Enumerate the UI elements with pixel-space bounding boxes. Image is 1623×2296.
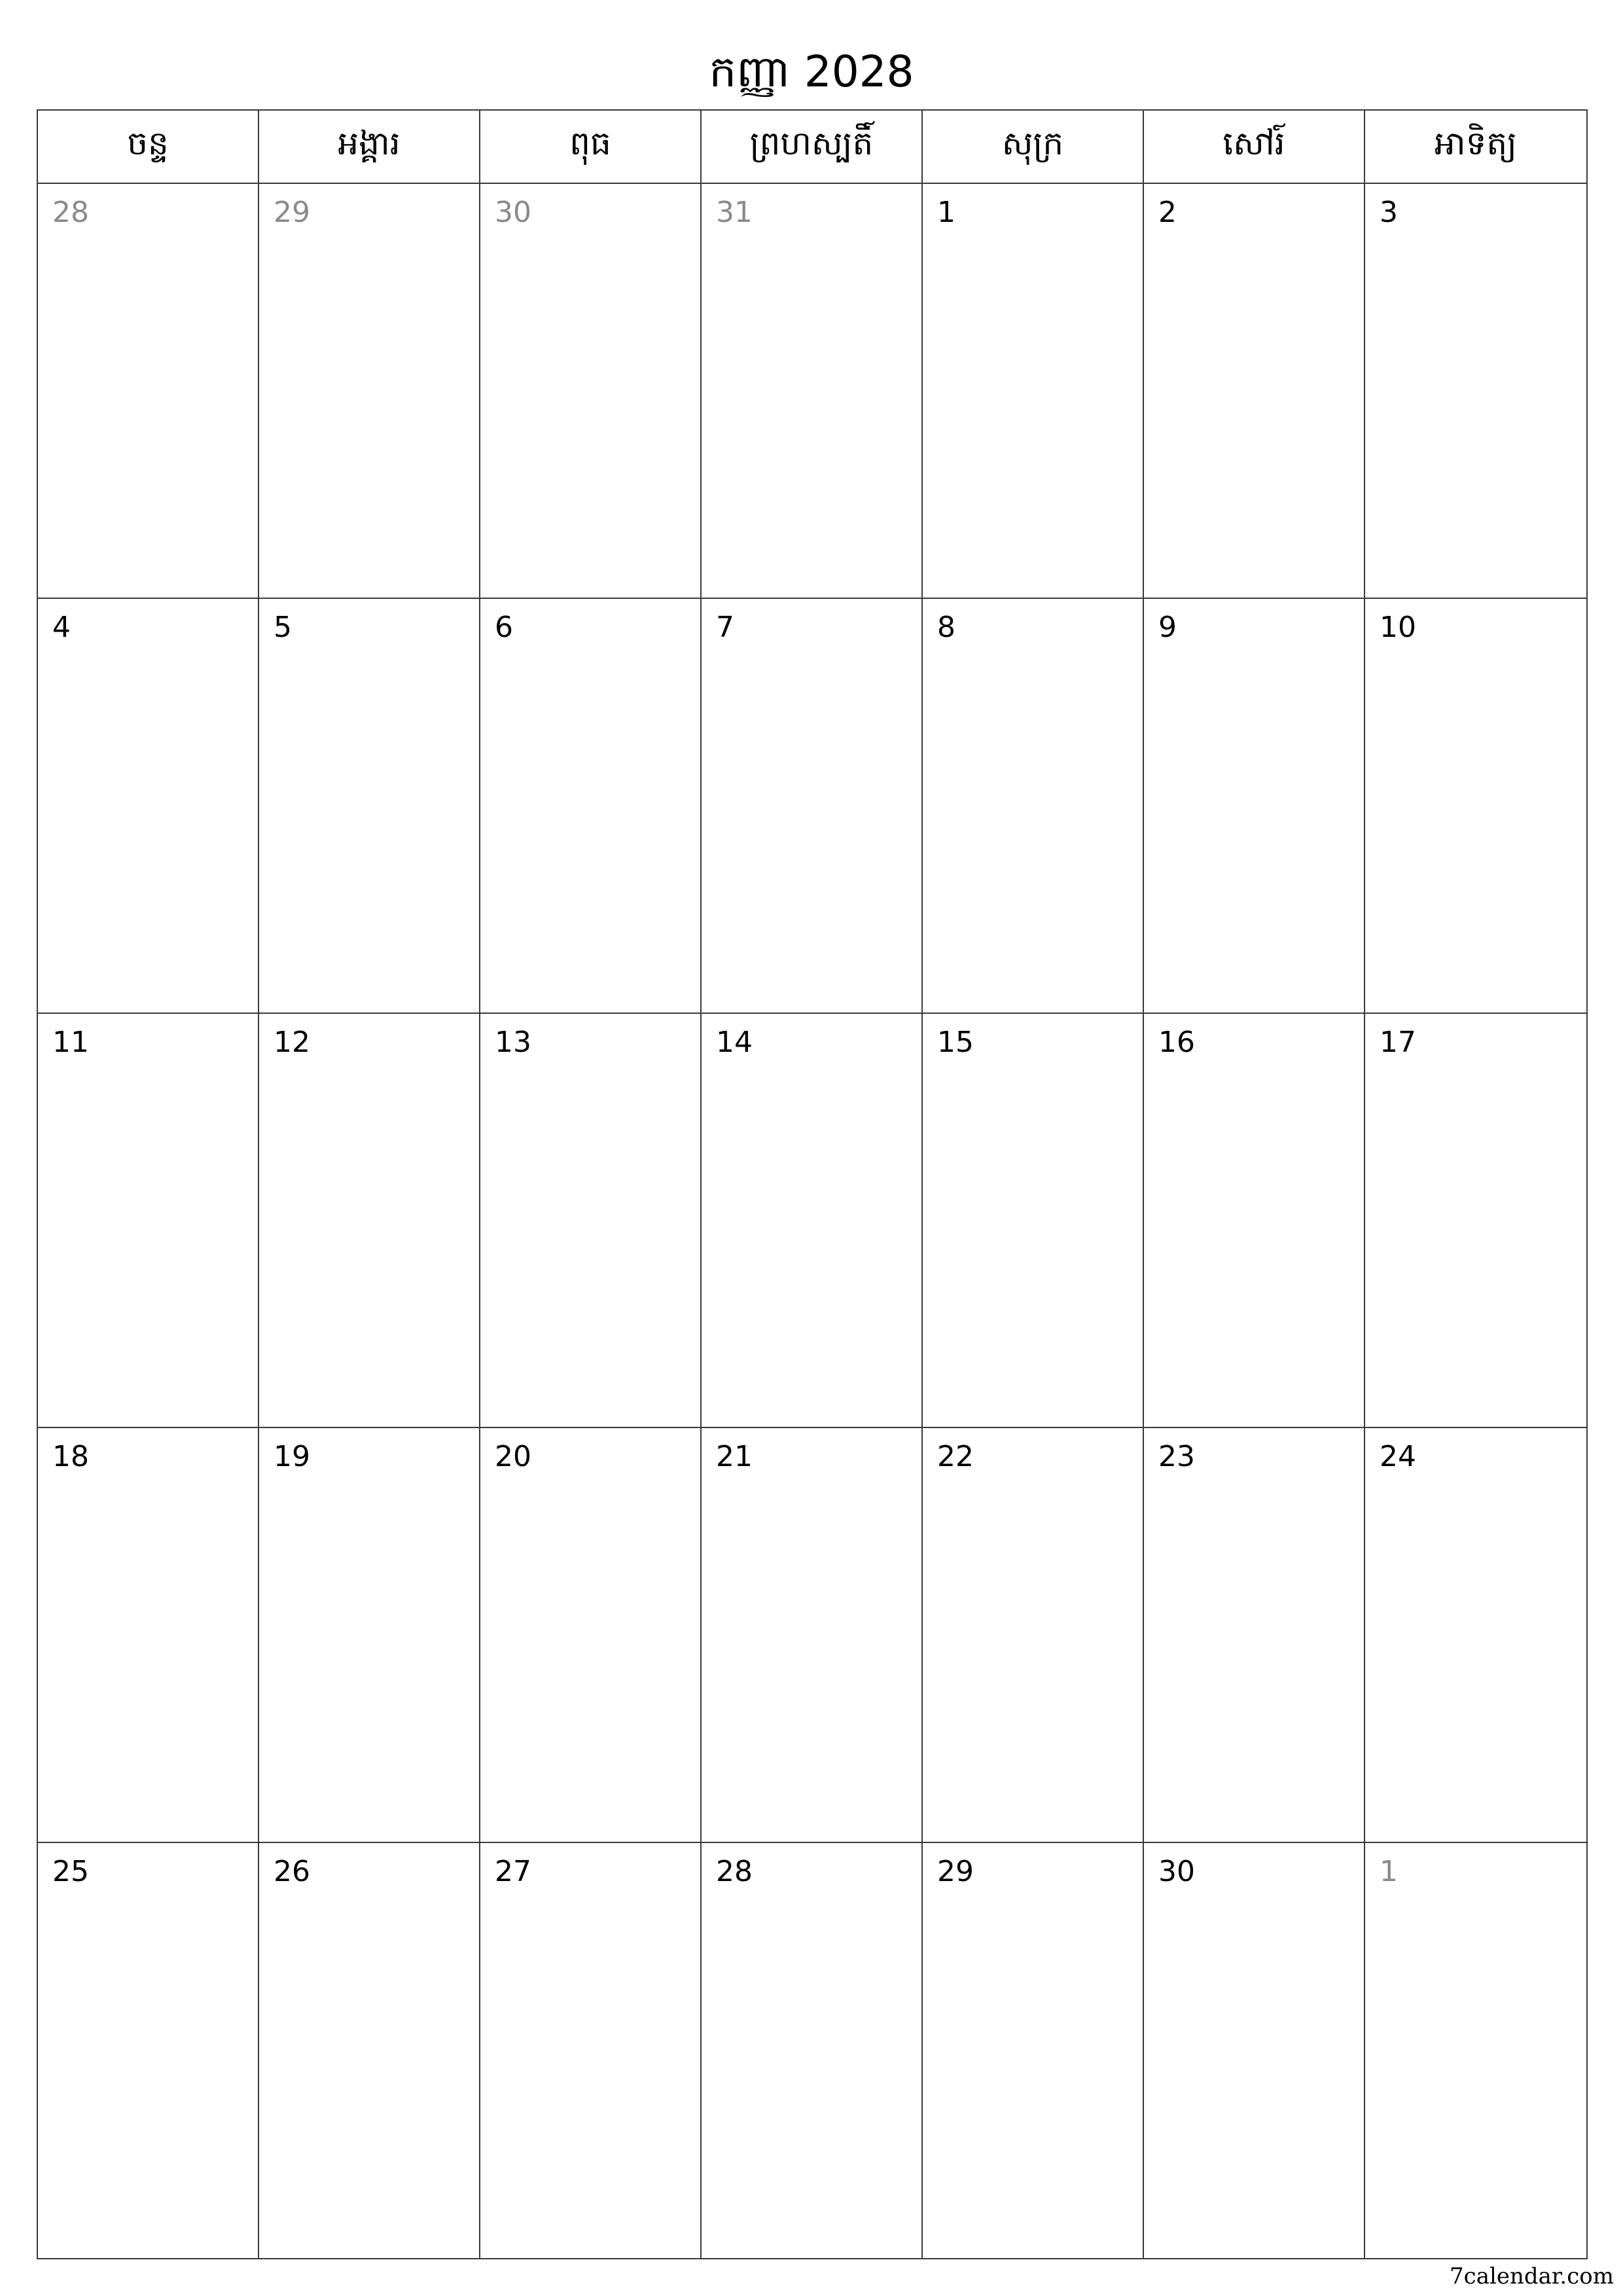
day-cell xyxy=(1144,599,1365,1014)
page-title: កញ្ញា 2028 xyxy=(709,46,914,97)
day-cell xyxy=(923,599,1144,1014)
day-cell xyxy=(259,599,480,1014)
day-cell xyxy=(1144,1843,1365,2258)
day-cell xyxy=(702,1014,923,1429)
day-number: 11 xyxy=(52,1025,89,1059)
day-cell xyxy=(1144,184,1365,599)
day-number: 22 xyxy=(937,1440,974,1474)
weekday-header: អាទិត្យ xyxy=(1365,111,1586,184)
day-number: 28 xyxy=(716,1855,753,1889)
day-cell xyxy=(38,184,259,599)
day-number: 23 xyxy=(1158,1440,1195,1474)
day-number: 1 xyxy=(937,196,955,229)
day-cell xyxy=(923,1843,1144,2258)
day-cell xyxy=(259,1014,480,1429)
day-number: 21 xyxy=(716,1440,753,1474)
day-number: 7 xyxy=(716,610,734,644)
day-number: 10 xyxy=(1380,610,1416,644)
day-cell xyxy=(1365,184,1586,599)
day-number: 19 xyxy=(274,1440,310,1474)
day-number: 15 xyxy=(937,1025,974,1059)
day-number: 26 xyxy=(274,1855,310,1889)
day-cell xyxy=(1144,1014,1365,1429)
weekday-header: ព្រហស្បតិ៍ xyxy=(702,111,923,184)
day-cell xyxy=(480,599,702,1014)
day-number: 27 xyxy=(495,1855,531,1889)
day-number: 2 xyxy=(1158,196,1177,229)
day-cell xyxy=(480,1843,702,2258)
day-number: 18 xyxy=(52,1440,89,1474)
weekday-header: ចន្ទ xyxy=(38,111,259,184)
calendar-grid xyxy=(37,109,1588,2259)
day-number: 5 xyxy=(274,610,292,644)
day-number: 4 xyxy=(52,610,71,644)
day-cell xyxy=(480,1428,702,1843)
day-number: 6 xyxy=(495,610,513,644)
day-cell xyxy=(480,1014,702,1429)
day-cell xyxy=(923,184,1144,599)
day-cell xyxy=(702,1843,923,2258)
day-cell xyxy=(38,1014,259,1429)
day-number: 16 xyxy=(1158,1025,1195,1059)
adjacent-month-day-number: 29 xyxy=(274,196,310,229)
day-number: 30 xyxy=(1158,1855,1195,1889)
day-number: 24 xyxy=(1380,1440,1416,1474)
day-number: 13 xyxy=(495,1025,531,1059)
day-cell xyxy=(259,184,480,599)
day-number: 8 xyxy=(937,610,955,644)
day-number: 12 xyxy=(274,1025,310,1059)
day-cell xyxy=(38,1843,259,2258)
day-cell xyxy=(923,1014,1144,1429)
day-cell xyxy=(1144,1428,1365,1843)
day-cell xyxy=(923,1428,1144,1843)
site-credit: 7calendar.com xyxy=(1450,2263,1614,2289)
day-number: 29 xyxy=(937,1855,974,1889)
day-number: 9 xyxy=(1158,610,1177,644)
day-number: 14 xyxy=(716,1025,753,1059)
day-cell xyxy=(259,1843,480,2258)
adjacent-month-day-number: 30 xyxy=(495,196,531,229)
weekday-header: សុក្រ xyxy=(923,111,1144,184)
adjacent-month-day-number: 1 xyxy=(1380,1855,1398,1889)
day-cell xyxy=(1365,1014,1586,1429)
day-number: 25 xyxy=(52,1855,89,1889)
day-cell xyxy=(1365,1428,1586,1843)
weekday-header: ពុធ xyxy=(480,111,702,184)
day-cell xyxy=(702,1428,923,1843)
weekday-header: អង្គារ xyxy=(259,111,480,184)
day-cell xyxy=(1365,599,1586,1014)
adjacent-month-day-number: 31 xyxy=(716,196,753,229)
day-cell xyxy=(38,599,259,1014)
day-cell xyxy=(1365,1843,1586,2258)
adjacent-month-day-number: 28 xyxy=(52,196,89,229)
day-cell xyxy=(702,184,923,599)
day-number: 3 xyxy=(1380,196,1398,229)
day-number: 17 xyxy=(1380,1025,1416,1059)
day-number: 20 xyxy=(495,1440,531,1474)
weekday-header: សៅរ៍ xyxy=(1144,111,1365,184)
day-cell xyxy=(480,184,702,599)
day-cell xyxy=(259,1428,480,1843)
day-cell xyxy=(38,1428,259,1843)
day-cell xyxy=(702,599,923,1014)
